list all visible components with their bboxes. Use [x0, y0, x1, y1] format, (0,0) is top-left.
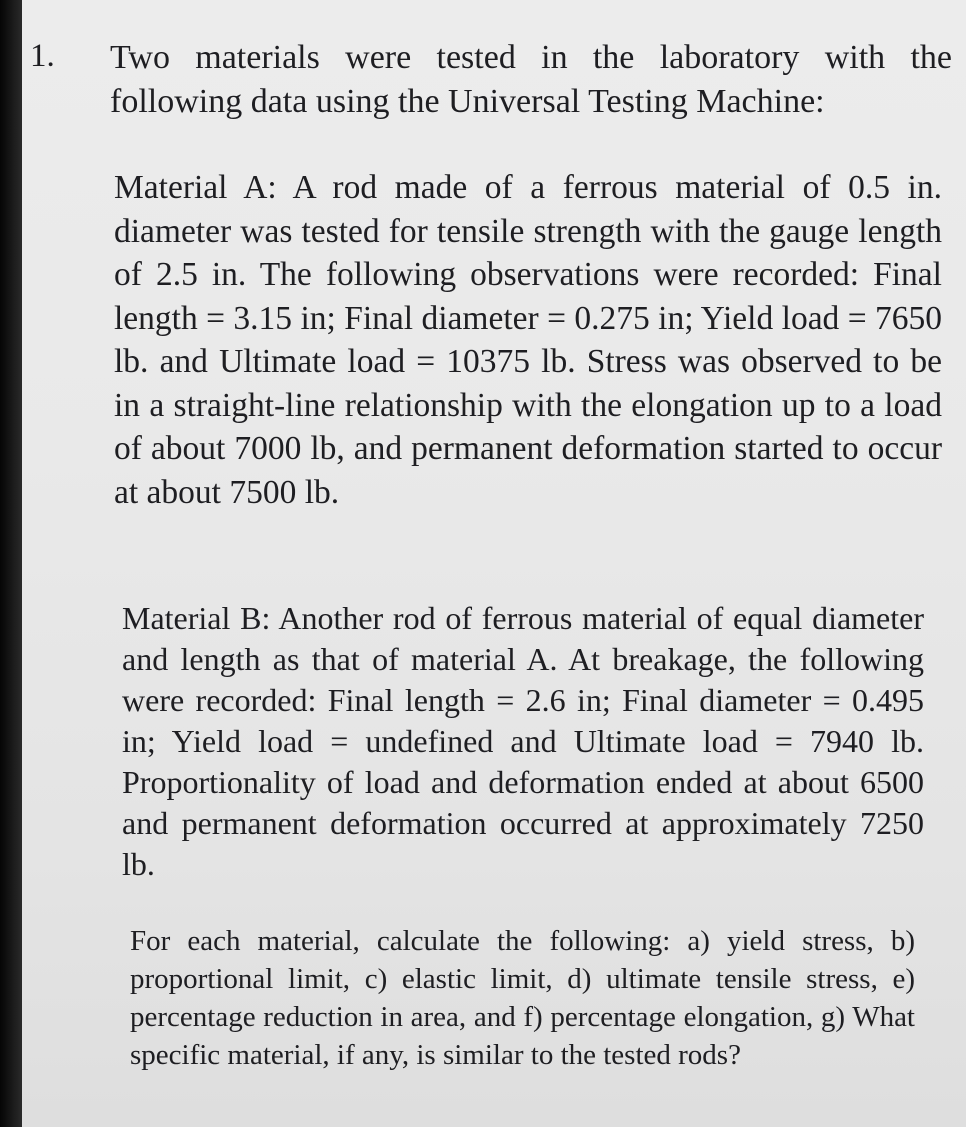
question-paragraph: For each material, calculate the following: a) yield stress, b) proportional limit, c) elastic limit, d) ultimate tensile stress, e) percentage reduction in area, and f) percentage elongation, g) What specific material, if any, is similar to the tested rods? [130, 925, 915, 1071]
problem-number: 1. [30, 38, 55, 74]
material-a-paragraph: Material A: A rod made of a ferrous material of 0.5 in. diameter was tested for tensile strength with the gauge length of 2.5 in. The following observations were recorded: Final length = 3.15 in; Final diameter = 0.275 in; Yield load = 7650 lb. and Ultimate load = 10375 lb. Stress was observed to be in a straight-line relationship with the elongation up to a load of about 7000 lb, and permanent deformation started to occur at about 7500 lb. [114, 169, 942, 511]
screen-bezel [0, 0, 22, 1127]
material-b-paragraph: Material B: Another rod of ferrous material of equal diameter and length as that of material A. At breakage, the following were recorded: Final length = 2.6 in; Final diameter = 0.495 in; Yield load = undefined and Ultimate load = 7940 lb. Proportionality of load and deformation ended at about 6500 and permanent deformation occurred at approximately 7250 lb. [122, 600, 924, 882]
problem-intro: Two materials were tested in the laboratory with the following data using the Universal Testing Machine: [110, 39, 952, 120]
document-page [22, 0, 966, 1127]
